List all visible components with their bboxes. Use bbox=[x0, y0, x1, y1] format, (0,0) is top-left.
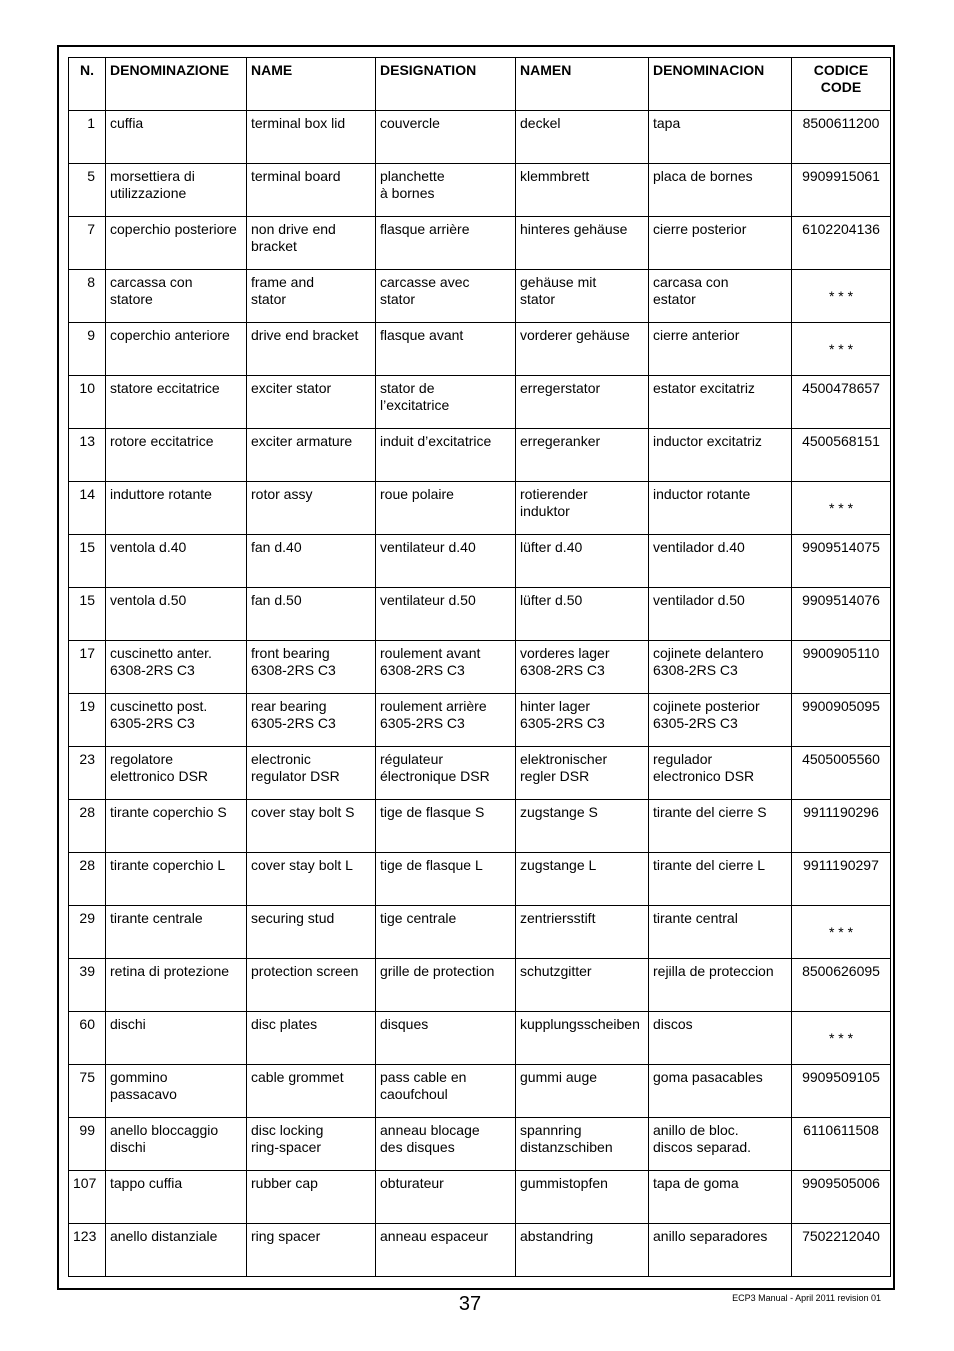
cell-designation: tige centrale bbox=[376, 906, 516, 959]
cell-namen: lüfter d.50 bbox=[516, 588, 649, 641]
cell-denominacion: cierre posterior bbox=[649, 217, 792, 270]
cell-code: 9911190297 bbox=[792, 853, 891, 906]
cell-designation: grille de protection bbox=[376, 959, 516, 1012]
cell-denominacion: discos bbox=[649, 1012, 792, 1065]
cell-designation: ventilateur d.50 bbox=[376, 588, 516, 641]
cell-denominazione: ventola d.40 bbox=[106, 535, 247, 588]
table-row bbox=[69, 853, 891, 906]
cell-number: 19 bbox=[69, 694, 106, 747]
table-row bbox=[69, 429, 891, 482]
cell-name: cable grommet bbox=[247, 1065, 376, 1118]
cell-code: 9909509105 bbox=[792, 1065, 891, 1118]
cell-code: 9909915061 bbox=[792, 164, 891, 217]
cell-designation: carcasse avec stator bbox=[376, 270, 516, 323]
cell-number: 23 bbox=[69, 747, 106, 800]
cell-designation: anneau espaceur bbox=[376, 1224, 516, 1277]
cell-name: frame and stator bbox=[247, 270, 376, 323]
cell-namen: deckel bbox=[516, 111, 649, 164]
cell-namen: gehäuse mit stator bbox=[516, 270, 649, 323]
cell-name: protection screen bbox=[247, 959, 376, 1012]
cell-name: securing stud bbox=[247, 906, 376, 959]
table-row bbox=[69, 747, 891, 800]
cell-name: disc locking ring-spacer bbox=[247, 1118, 376, 1171]
cell-denominazione: gommino passacavo bbox=[106, 1065, 247, 1118]
cell-number: 5 bbox=[69, 164, 106, 217]
cell-name: ring spacer bbox=[247, 1224, 376, 1277]
cell-number: 107 bbox=[69, 1171, 106, 1224]
cell-number: 99 bbox=[69, 1118, 106, 1171]
cell-denominazione: coperchio anteriore bbox=[106, 323, 247, 376]
cell-number: 29 bbox=[69, 906, 106, 959]
cell-namen: zugstange S bbox=[516, 800, 649, 853]
cell-number: 123 bbox=[69, 1224, 106, 1277]
cell-name: cover stay bolt L bbox=[247, 853, 376, 906]
cell-name: rear bearing 6305-2RS C3 bbox=[247, 694, 376, 747]
table-row bbox=[69, 376, 891, 429]
header-designation: DESIGNATION bbox=[376, 58, 516, 111]
cell-denominazione: tirante coperchio S bbox=[106, 800, 247, 853]
table-row bbox=[69, 1171, 891, 1224]
cell-namen: erregerstator bbox=[516, 376, 649, 429]
cell-namen: hinter lager 6305-2RS C3 bbox=[516, 694, 649, 747]
cell-number: 7 bbox=[69, 217, 106, 270]
table-row bbox=[69, 111, 891, 164]
cell-namen: vorderer gehäuse bbox=[516, 323, 649, 376]
cell-name: fan d.50 bbox=[247, 588, 376, 641]
cell-code: * * * bbox=[792, 482, 891, 535]
cell-namen: spannring distanzschiben bbox=[516, 1118, 649, 1171]
cell-name: non drive end bracket bbox=[247, 217, 376, 270]
cell-code: 7502212040 bbox=[792, 1224, 891, 1277]
cell-number: 39 bbox=[69, 959, 106, 1012]
cell-denominacion: goma pasacables bbox=[649, 1065, 792, 1118]
cell-denominazione: cuscinetto anter. 6308-2RS C3 bbox=[106, 641, 247, 694]
cell-designation: stator de l’excitatrice bbox=[376, 376, 516, 429]
cell-number: 1 bbox=[69, 111, 106, 164]
cell-designation: régulateur électronique DSR bbox=[376, 747, 516, 800]
cell-number: 9 bbox=[69, 323, 106, 376]
cell-code: 6102204136 bbox=[792, 217, 891, 270]
header-name: NAME bbox=[247, 58, 376, 111]
cell-designation: tige de flasque S bbox=[376, 800, 516, 853]
cell-designation: ventilateur d.40 bbox=[376, 535, 516, 588]
cell-name: exciter stator bbox=[247, 376, 376, 429]
header-number: N. bbox=[69, 58, 106, 111]
cell-denominazione: regolatore elettronico DSR bbox=[106, 747, 247, 800]
cell-denominazione: coperchio posteriore bbox=[106, 217, 247, 270]
cell-denominazione: induttore rotante bbox=[106, 482, 247, 535]
cell-name: terminal box lid bbox=[247, 111, 376, 164]
cell-namen: gummi auge bbox=[516, 1065, 649, 1118]
cell-number: 28 bbox=[69, 800, 106, 853]
cell-denominazione: cuffia bbox=[106, 111, 247, 164]
cell-number: 17 bbox=[69, 641, 106, 694]
cell-denominazione: tappo cuffia bbox=[106, 1171, 247, 1224]
cell-denominacion: tapa bbox=[649, 111, 792, 164]
cell-number: 28 bbox=[69, 853, 106, 906]
cell-code: 9909514075 bbox=[792, 535, 891, 588]
cell-code: 8500626095 bbox=[792, 959, 891, 1012]
cell-denominacion: cierre anterior bbox=[649, 323, 792, 376]
table-row bbox=[69, 959, 891, 1012]
cell-denominacion: tapa de goma bbox=[649, 1171, 792, 1224]
cell-code: 9900905095 bbox=[792, 694, 891, 747]
cell-namen: zentriersstift bbox=[516, 906, 649, 959]
cell-code: 9909514076 bbox=[792, 588, 891, 641]
cell-denominacion: inductor excitatriz bbox=[649, 429, 792, 482]
cell-denominazione: rotore eccitatrice bbox=[106, 429, 247, 482]
cell-denominazione: statore eccitatrice bbox=[106, 376, 247, 429]
table-row bbox=[69, 906, 891, 959]
table-row bbox=[69, 1118, 891, 1171]
cell-denominacion: regulador electronico DSR bbox=[649, 747, 792, 800]
cell-namen: erregeranker bbox=[516, 429, 649, 482]
cell-denominazione: morsettiera di utilizzazione bbox=[106, 164, 247, 217]
cell-designation: roulement arrière 6305-2RS C3 bbox=[376, 694, 516, 747]
cell-name: rubber cap bbox=[247, 1171, 376, 1224]
cell-number: 15 bbox=[69, 535, 106, 588]
table-row bbox=[69, 217, 891, 270]
cell-code: 4500478657 bbox=[792, 376, 891, 429]
table-row bbox=[69, 164, 891, 217]
cell-designation: flasque avant bbox=[376, 323, 516, 376]
cell-name: electronic regulator DSR bbox=[247, 747, 376, 800]
cell-namen: kupplungsscheiben bbox=[516, 1012, 649, 1065]
table-body bbox=[69, 111, 891, 1277]
cell-denominacion: tirante del cierre S bbox=[649, 800, 792, 853]
cell-denominazione: anello bloccaggio dischi bbox=[106, 1118, 247, 1171]
cell-name: front bearing 6308-2RS C3 bbox=[247, 641, 376, 694]
header-code: CODICE CODE bbox=[792, 58, 891, 111]
cell-denominacion: inductor rotante bbox=[649, 482, 792, 535]
cell-name: disc plates bbox=[247, 1012, 376, 1065]
cell-name: terminal board bbox=[247, 164, 376, 217]
cell-number: 8 bbox=[69, 270, 106, 323]
cell-denominacion: anillo de bloc. discos separad. bbox=[649, 1118, 792, 1171]
table-row bbox=[69, 482, 891, 535]
cell-designation: tige de flasque L bbox=[376, 853, 516, 906]
cell-denominacion: rejilla de proteccion bbox=[649, 959, 792, 1012]
cell-designation: obturateur bbox=[376, 1171, 516, 1224]
cell-name: drive end bracket bbox=[247, 323, 376, 376]
cell-number: 14 bbox=[69, 482, 106, 535]
table-row bbox=[69, 641, 891, 694]
cell-denominazione: retina di protezione bbox=[106, 959, 247, 1012]
cell-number: 15 bbox=[69, 588, 106, 641]
table-row bbox=[69, 588, 891, 641]
cell-denominacion: ventilador d.50 bbox=[649, 588, 792, 641]
cell-namen: klemmbrett bbox=[516, 164, 649, 217]
cell-namen: rotierender induktor bbox=[516, 482, 649, 535]
cell-designation: induit d’excitatrice bbox=[376, 429, 516, 482]
cell-number: 75 bbox=[69, 1065, 106, 1118]
cell-number: 60 bbox=[69, 1012, 106, 1065]
table-row bbox=[69, 1012, 891, 1065]
page-number: 37 bbox=[458, 1293, 482, 1315]
cell-designation: planchette à bornes bbox=[376, 164, 516, 217]
table-row bbox=[69, 323, 891, 376]
cell-name: rotor assy bbox=[247, 482, 376, 535]
footer-note: ECP3 Manual - April 2011 revision 01 bbox=[732, 1293, 881, 1303]
cell-denominacion: anillo separadores bbox=[649, 1224, 792, 1277]
cell-denominazione: cuscinetto post. 6305-2RS C3 bbox=[106, 694, 247, 747]
cell-designation: couvercle bbox=[376, 111, 516, 164]
table-row bbox=[69, 1065, 891, 1118]
cell-code: * * * bbox=[792, 1012, 891, 1065]
cell-code: 8500611200 bbox=[792, 111, 891, 164]
cell-denominazione: anello distanziale bbox=[106, 1224, 247, 1277]
cell-designation: roulement avant 6308-2RS C3 bbox=[376, 641, 516, 694]
table-header-row bbox=[69, 58, 891, 111]
cell-namen: gummistopfen bbox=[516, 1171, 649, 1224]
cell-code: 9900905110 bbox=[792, 641, 891, 694]
table-row bbox=[69, 270, 891, 323]
cell-name: cover stay bolt S bbox=[247, 800, 376, 853]
cell-namen: schutzgitter bbox=[516, 959, 649, 1012]
cell-namen: lüfter d.40 bbox=[516, 535, 649, 588]
cell-namen: zugstange L bbox=[516, 853, 649, 906]
cell-denominazione: dischi bbox=[106, 1012, 247, 1065]
cell-denominacion: tirante del cierre L bbox=[649, 853, 792, 906]
cell-designation: pass cable en caoufchoul bbox=[376, 1065, 516, 1118]
cell-designation: disques bbox=[376, 1012, 516, 1065]
cell-code: 9911190296 bbox=[792, 800, 891, 853]
cell-designation: anneau blocage des disques bbox=[376, 1118, 516, 1171]
table-row bbox=[69, 535, 891, 588]
cell-name: fan d.40 bbox=[247, 535, 376, 588]
parts-table bbox=[68, 57, 891, 1277]
cell-designation: roue polaire bbox=[376, 482, 516, 535]
cell-denominazione: tirante centrale bbox=[106, 906, 247, 959]
cell-denominazione: ventola d.50 bbox=[106, 588, 247, 641]
cell-number: 10 bbox=[69, 376, 106, 429]
cell-namen: vorderes lager 6308-2RS C3 bbox=[516, 641, 649, 694]
cell-code: 4505005560 bbox=[792, 747, 891, 800]
cell-namen: abstandring bbox=[516, 1224, 649, 1277]
cell-denominazione: carcassa con statore bbox=[106, 270, 247, 323]
cell-denominacion: placa de bornes bbox=[649, 164, 792, 217]
header-denominacion: DENOMINACION bbox=[649, 58, 792, 111]
cell-code: * * * bbox=[792, 270, 891, 323]
table-row bbox=[69, 1224, 891, 1277]
header-namen: NAMEN bbox=[516, 58, 649, 111]
cell-designation: flasque arrière bbox=[376, 217, 516, 270]
cell-code: * * * bbox=[792, 906, 891, 959]
cell-denominazione: tirante coperchio L bbox=[106, 853, 247, 906]
cell-code: 4500568151 bbox=[792, 429, 891, 482]
cell-number: 13 bbox=[69, 429, 106, 482]
cell-code: 9909505006 bbox=[792, 1171, 891, 1224]
cell-denominacion: tirante central bbox=[649, 906, 792, 959]
cell-denominacion: cojinete delantero 6308-2RS C3 bbox=[649, 641, 792, 694]
cell-code: * * * bbox=[792, 323, 891, 376]
cell-denominacion: carcasa con estator bbox=[649, 270, 792, 323]
cell-denominacion: cojinete posterior 6305-2RS C3 bbox=[649, 694, 792, 747]
cell-namen: elektronischer regler DSR bbox=[516, 747, 649, 800]
cell-code: 6110611508 bbox=[792, 1118, 891, 1171]
cell-denominacion: estator excitatriz bbox=[649, 376, 792, 429]
table-row bbox=[69, 694, 891, 747]
table-row bbox=[69, 800, 891, 853]
cell-denominacion: ventilador d.40 bbox=[649, 535, 792, 588]
header-denominazione: DENOMINAZIONE bbox=[106, 58, 247, 111]
cell-namen: hinteres gehäuse bbox=[516, 217, 649, 270]
cell-name: exciter armature bbox=[247, 429, 376, 482]
